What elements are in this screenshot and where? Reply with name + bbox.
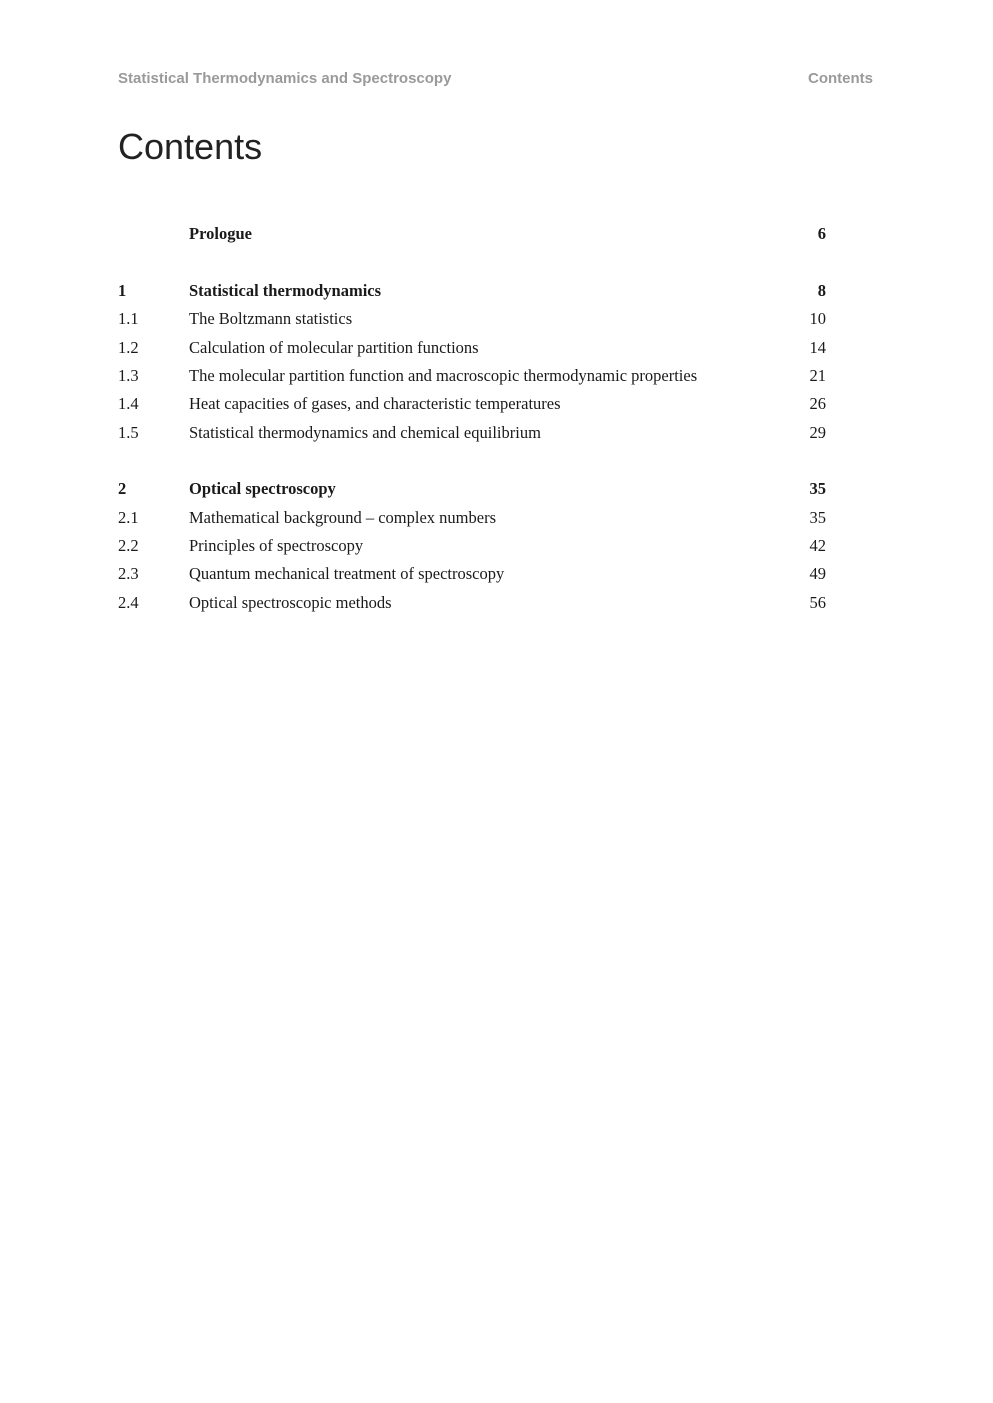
toc-entry[interactable] <box>118 338 826 362</box>
toc-entry-title: Statistical thermodynamics <box>189 281 382 300</box>
toc-entry-title: The molecular partition function and macroscopic thermodynamic properties <box>189 366 698 385</box>
toc-entry-title: Prologue <box>189 224 252 243</box>
toc-entry-title: Statistical thermodynamics and chemical equilibrium <box>189 423 541 442</box>
toc-entry[interactable] <box>118 536 826 560</box>
toc-entry-title: Optical spectroscopic methods <box>189 593 392 612</box>
toc-entry-num: 1.5 <box>118 423 139 442</box>
toc-entry-title: Heat capacities of gases, and characteristic temperatures <box>189 394 561 413</box>
toc-entry[interactable] <box>118 479 826 503</box>
toc-entry-page: 56 <box>809 593 826 612</box>
toc-entry-num: 1.3 <box>118 366 139 385</box>
page-title: Contents <box>118 126 263 167</box>
toc-entry-page: 6 <box>817 224 826 243</box>
toc-entry-num: 2.4 <box>118 593 139 612</box>
toc-entry[interactable] <box>118 281 826 305</box>
toc-entry-num: 2 <box>118 479 127 498</box>
toc-entry[interactable] <box>118 309 826 333</box>
toc-entry[interactable] <box>118 564 826 588</box>
toc-entry-num: 1.2 <box>118 338 139 357</box>
toc-entry-page: 35 <box>809 479 826 498</box>
toc-entry-title: The Boltzmann statistics <box>189 309 353 328</box>
toc-entry-page: 49 <box>809 564 826 583</box>
toc-entry-page: 26 <box>809 394 826 413</box>
toc-entry[interactable] <box>118 366 826 390</box>
toc-entry-num: 2.3 <box>118 564 139 583</box>
toc-entry-page: 29 <box>809 423 826 442</box>
toc-entry-title: Principles of spectroscopy <box>189 536 364 555</box>
toc-entry-page: 21 <box>809 366 826 385</box>
toc-entry[interactable] <box>118 593 826 617</box>
toc-entry-page: 14 <box>809 338 826 357</box>
toc-entry-title: Quantum mechanical treatment of spectroscopy <box>189 564 505 583</box>
toc-entry-title: Mathematical background – complex numbers <box>189 508 496 527</box>
toc-entry-page: 42 <box>809 536 826 555</box>
toc-entry-num: 2.2 <box>118 536 139 555</box>
toc-entry-title: Optical spectroscopy <box>189 479 336 498</box>
toc-entry-page: 10 <box>809 309 826 328</box>
running-header-title: Statistical Thermodynamics and Spectroscopy <box>118 70 452 87</box>
toc-entry[interactable] <box>118 508 826 532</box>
running-header-section: Contents <box>808 70 873 87</box>
toc-entry-page: 8 <box>817 281 826 300</box>
toc-entry[interactable] <box>118 224 826 248</box>
toc-entry-num: 1.4 <box>118 394 139 413</box>
toc-entry-num: 1.1 <box>118 309 139 328</box>
toc-entry-title: Calculation of molecular partition functions <box>189 338 479 357</box>
toc-entry-page: 35 <box>809 508 826 527</box>
toc-entry-num: 2.1 <box>118 508 139 527</box>
toc-entry[interactable] <box>118 394 826 418</box>
toc-entry[interactable] <box>118 423 826 447</box>
toc-entry-num: 1 <box>118 281 127 300</box>
